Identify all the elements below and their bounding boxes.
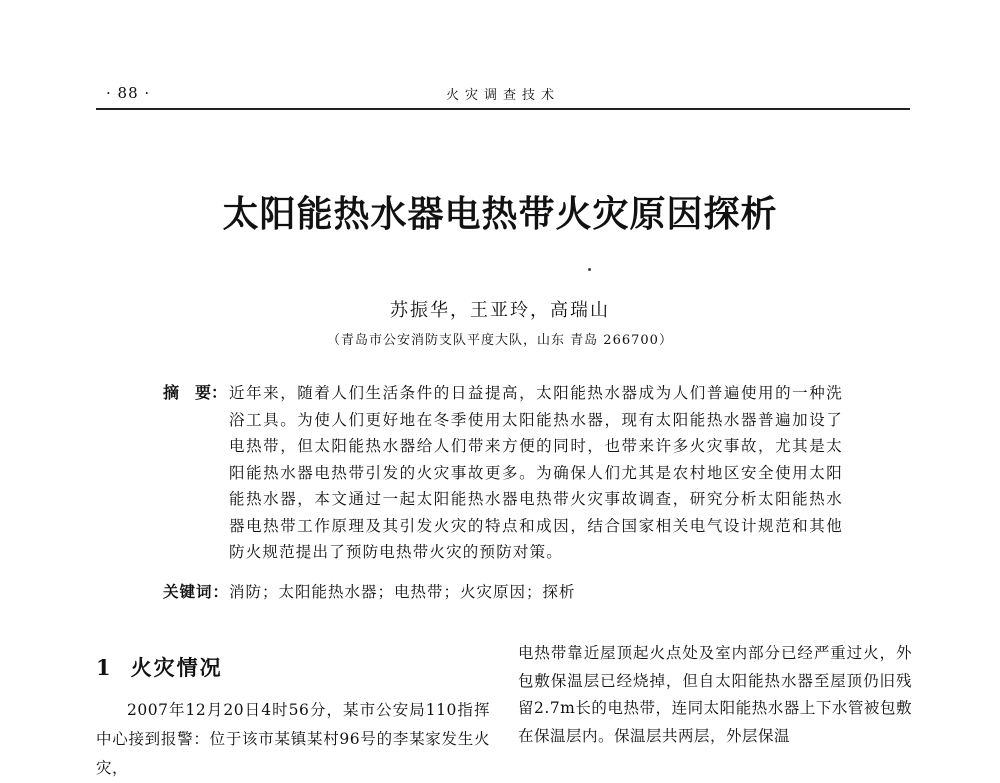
keywords-label: 关键词： bbox=[163, 583, 230, 601]
left-column bbox=[96, 640, 490, 783]
decorative-dot bbox=[588, 268, 591, 271]
article-authors: 苏振华，王亚玲，高瑞山 bbox=[390, 300, 610, 321]
article-title: 太阳能热水器电热带火灾原因探析 bbox=[222, 194, 778, 235]
abstract-block bbox=[163, 380, 843, 566]
section-title: 火灾情况 bbox=[130, 655, 223, 680]
abstract-label: 摘 要： bbox=[163, 383, 228, 402]
abstract-text: 近年来，随着人们生活条件的日益提高，太阳能热水器成为人们普遍使用的一种洗浴工具。为使人们更好地在冬季使用太阳能热水器，现有太阳能热水器普遍加设了电热带，但太阳能热水器给人们带来方便的同时，也带来许多火灾事故，尤其是太阳能热水器电热带引发的火灾事故更多。为确保人们尤其是农村地区安全使用太阳能热水器，本文通过一起太阳能热水器电热带火灾事故调查，研究分析太阳能热水器电热带工作原理及其引发火灾的特点和成因，结合国家相关电气设计规范和其他防火规范提出了预防电热带火灾的预防对策。 bbox=[229, 384, 843, 561]
keywords-text: 消防；太阳能热水器；电热带；火灾原因；探析 bbox=[229, 583, 576, 601]
page-number: · 88 · bbox=[106, 84, 151, 102]
keywords-line bbox=[163, 580, 576, 602]
header-rule bbox=[96, 108, 910, 110]
author-affiliation: （青岛市公安消防支队平度大队，山东 青岛 266700） bbox=[327, 333, 673, 348]
journal-section-title: 火灾调查技术 bbox=[445, 88, 560, 103]
section-heading bbox=[96, 640, 490, 682]
body-paragraph: 2007年12月20日4时56分，某市公安局110指挥中心接到报警：位于该市某镇某村96号的李某家发生火灾， bbox=[96, 701, 490, 777]
section-number: 1 bbox=[96, 655, 113, 680]
running-header bbox=[96, 80, 910, 108]
right-column bbox=[518, 640, 912, 750]
body-paragraph-right: 电热带靠近屋顶起火点处及室内部分已经严重过火，外包敷保温层已经烧掉，但自太阳能热水器至屋顶仍旧残留2.7m长的电热带，连同太阳能热水器上下水管被包敷在保温层内。保温层共两层，外层保温 bbox=[518, 644, 912, 745]
